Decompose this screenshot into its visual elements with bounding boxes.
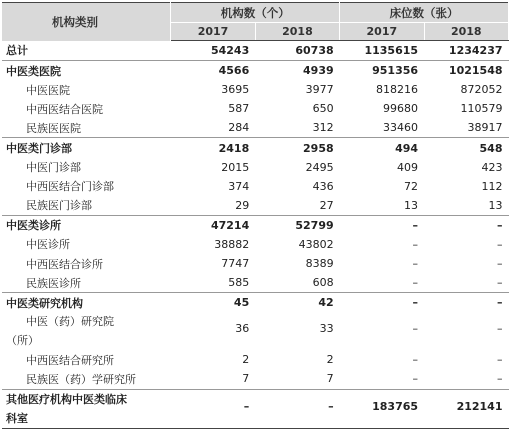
row-label: 中医类门诊部 (2, 138, 171, 158)
table-row (2, 369, 509, 389)
table-body (2, 41, 509, 429)
cell-value: 212141 (424, 389, 508, 428)
cell-value: 27 (319, 198, 334, 212)
row-label: 总计 (6, 44, 28, 58)
cell-value: – (412, 276, 419, 290)
cell-value: 548 (424, 138, 508, 158)
row-label-line1: 其他医疗机构中医类临床 (6, 392, 127, 406)
cell-value: 54243 (210, 44, 250, 58)
row-label: 中西医结合研究所 (26, 353, 114, 367)
cell-value: 29 (235, 198, 250, 212)
year-header: 2017 (340, 23, 424, 41)
cell-value: 585 (228, 276, 250, 290)
table-row (2, 273, 509, 293)
cell-value: – (424, 293, 508, 313)
row-label: 民族医诊所 (26, 276, 81, 290)
cell-value: 284 (228, 121, 250, 135)
cell-value: – (412, 257, 419, 271)
cell-value: 2418 (171, 138, 255, 158)
statistics-table (2, 2, 509, 429)
row-label: 中西医结合医院 (26, 102, 103, 116)
cell-value: 423 (481, 160, 503, 174)
cell-value: 312 (312, 121, 334, 135)
table-row (2, 254, 509, 273)
cell-value: 45 (171, 293, 255, 313)
row-label: 中西医结合门诊部 (26, 180, 114, 194)
table-row (2, 293, 509, 313)
row-label-line1: 中医（药）研究院 (26, 315, 114, 329)
cell-value: 818216 (376, 83, 419, 97)
cell-value: 608 (312, 276, 334, 290)
cell-value: – (497, 276, 503, 290)
table-row (2, 138, 509, 158)
cell-value: – (412, 322, 419, 336)
cell-value: – (497, 372, 503, 386)
cell-value: 36 (235, 322, 250, 336)
cell-value: 7 (242, 372, 250, 386)
cell-value: 13 (488, 198, 503, 212)
category-header: 机构类别 (2, 3, 171, 41)
cell-value: – (424, 215, 508, 235)
year-header: 2018 (255, 23, 339, 41)
row-label: 中医诊所 (26, 238, 70, 252)
row-label: 中医医院 (26, 83, 70, 97)
cell-value: 42 (255, 293, 339, 313)
cell-value: 4566 (171, 61, 255, 81)
cell-value: 47214 (171, 215, 255, 235)
cell-value: – (497, 322, 503, 336)
cell-value: 2958 (255, 138, 339, 158)
table-row (2, 158, 509, 177)
cell-value: 494 (340, 138, 424, 158)
year-header: 2018 (424, 23, 508, 41)
cell-value: 110579 (460, 102, 503, 116)
institutions-header: 机构数（个） (171, 3, 340, 23)
table-row (2, 389, 509, 428)
cell-value: 60738 (295, 44, 334, 58)
cell-value: 13 (404, 198, 419, 212)
cell-value: – (412, 372, 419, 386)
cell-value: 38882 (214, 237, 250, 251)
cell-value: – (412, 237, 419, 251)
cell-value: 33460 (383, 121, 419, 135)
cell-value: 4939 (255, 61, 339, 81)
cell-value: 587 (228, 102, 250, 116)
cell-value: – (171, 389, 255, 428)
cell-value: 183765 (340, 389, 424, 428)
cell-value: 650 (312, 102, 334, 116)
table-row (2, 80, 509, 99)
cell-value: 409 (397, 160, 419, 174)
row-label: 中西医结合诊所 (26, 257, 103, 271)
table-row (2, 177, 509, 196)
cell-value: 2495 (305, 160, 334, 174)
table-row (2, 99, 509, 118)
cell-value: 2015 (221, 160, 250, 174)
row-label-line2: 科室 (6, 411, 28, 425)
row-label: 民族医门诊部 (26, 199, 92, 213)
cell-value: 38917 (467, 121, 503, 135)
cell-value: – (255, 389, 339, 428)
cell-value: 2 (326, 353, 334, 367)
cell-value: 872052 (460, 83, 503, 97)
cell-value: 374 (228, 179, 250, 193)
cell-value: 3695 (221, 83, 250, 97)
row-label: 民族医医院 (26, 121, 81, 135)
cell-value: 7 (326, 372, 334, 386)
cell-value: – (497, 353, 503, 367)
table-row (2, 235, 509, 254)
cell-value: – (340, 215, 424, 235)
cell-value: 7747 (221, 257, 250, 271)
table-row (2, 196, 509, 216)
cell-value: 3977 (305, 83, 334, 97)
row-label (2, 389, 171, 428)
cell-value: 8389 (305, 257, 334, 271)
cell-value: – (340, 293, 424, 313)
cell-value: 1234237 (448, 44, 503, 58)
cell-value: 72 (404, 179, 419, 193)
cell-value: 52799 (255, 215, 339, 235)
row-label: 民族医（药）学研究所 (26, 372, 136, 386)
cell-value: – (412, 353, 419, 367)
cell-value: 1021548 (424, 61, 508, 81)
cell-value: 951356 (340, 61, 424, 81)
cell-value: 436 (312, 179, 334, 193)
row-label: 中医门诊部 (26, 161, 81, 175)
cell-value: 2 (242, 353, 250, 367)
cell-value: 99680 (383, 102, 419, 116)
row-label (2, 312, 171, 350)
cell-value: – (497, 237, 503, 251)
row-label-line2: （所） (6, 334, 39, 348)
cell-value: – (497, 257, 503, 271)
table-row (2, 350, 509, 369)
row-label: 中医类医院 (2, 61, 171, 81)
table-row (2, 312, 509, 350)
cell-value: 112 (481, 179, 503, 193)
cell-value: 1135615 (364, 44, 419, 58)
beds-header: 床位数（张） (340, 3, 509, 23)
table-row (2, 41, 509, 61)
cell-value: 43802 (298, 237, 334, 251)
table-row (2, 61, 509, 81)
row-label: 中医类诊所 (2, 215, 171, 235)
cell-value: 33 (319, 322, 334, 336)
table-row (2, 215, 509, 235)
row-label: 中医类研究机构 (2, 293, 171, 313)
year-header: 2017 (171, 23, 255, 41)
table-row (2, 118, 509, 138)
